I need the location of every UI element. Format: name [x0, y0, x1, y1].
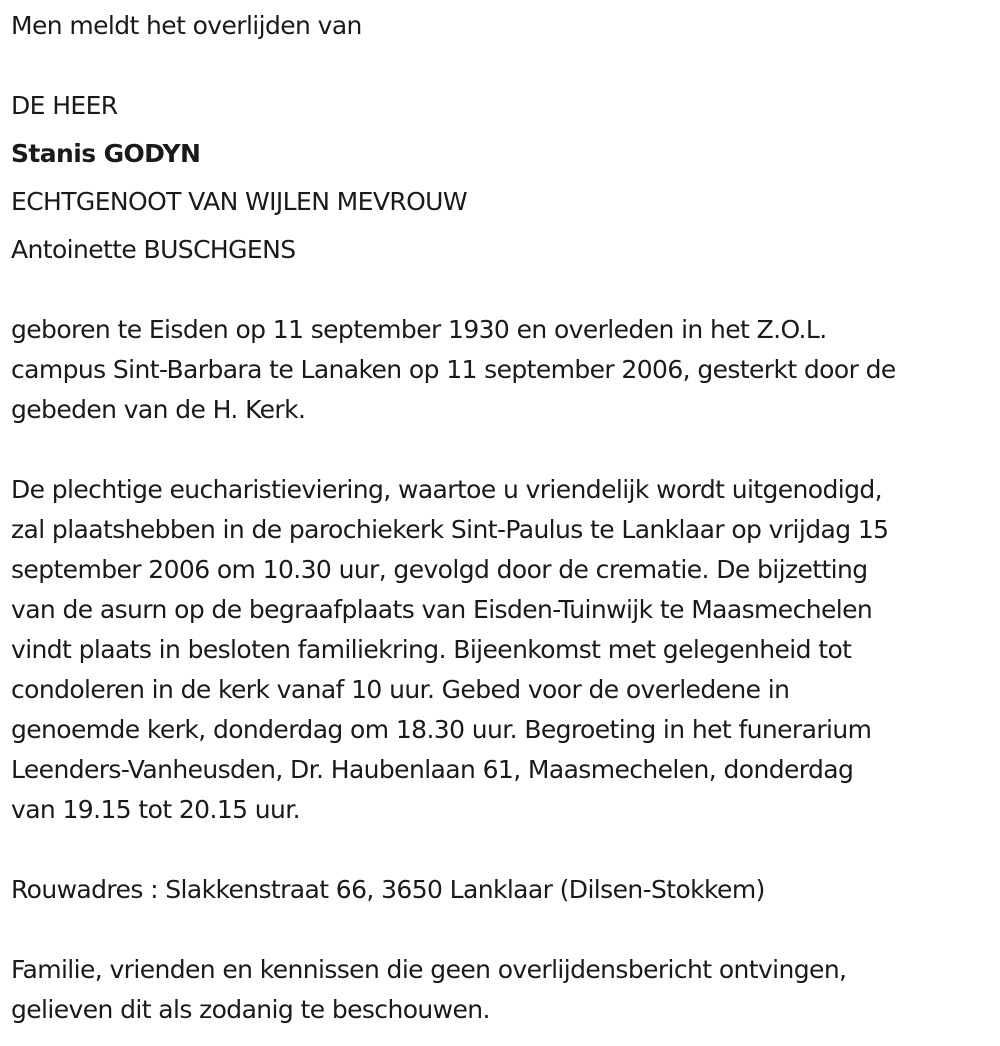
obituary-notice — [11, 0, 996, 1030]
paragraph-line: gelieven dit als zodanig te beschouwen. — [11, 995, 490, 1024]
spacer — [11, 270, 996, 310]
mourning-address: Rouwadres : Slakkenstraat 66, 3650 Lanklaar (Dilsen-Stokkem) — [11, 875, 765, 904]
spouse-label: ECHTGENOOT VAN WIJLEN MEVROUW — [11, 187, 467, 216]
paragraph-line: zal plaatshebben in de parochiekerk Sint-Paulus te Lanklaar op vrijdag 15 — [11, 515, 889, 544]
deceased-name: Stanis GODYN — [11, 139, 201, 168]
birth-death-paragraph — [11, 310, 996, 430]
spacer — [11, 910, 996, 950]
paragraph-line: Leenders-Vanheusden, Dr. Haubenlaan 61, Maasmechelen, donderdag — [11, 755, 854, 784]
paragraph-line: Familie, vrienden en kennissen die geen overlijdensbericht ontvingen, — [11, 955, 847, 984]
spacer — [11, 46, 996, 86]
ceremony-paragraph — [11, 470, 996, 830]
paragraph-line: De plechtige eucharistieviering, waartoe u vriendelijk wordt uitgenodigd, — [11, 475, 882, 504]
spacer — [11, 830, 996, 870]
paragraph-line: geboren te Eisden op 11 september 1930 en overleden in het Z.O.L. — [11, 315, 827, 344]
paragraph-line: van de asurn op de begraafplaats van Eisden-Tuinwijk te Maasmechelen — [11, 595, 873, 624]
paragraph-line: campus Sint-Barbara te Lanaken op 11 september 2006, gesterkt door de — [11, 355, 896, 384]
spacer — [11, 430, 996, 470]
paragraph-line: condoleren in de kerk vanaf 10 uur. Gebed voor de overledene in — [11, 675, 790, 704]
paragraph-line: gebeden van de H. Kerk. — [11, 395, 306, 424]
deceased-title: DE HEER — [11, 91, 118, 120]
paragraph-line: september 2006 om 10.30 uur, gevolgd door de crematie. De bijzetting — [11, 555, 868, 584]
paragraph-line: van 19.15 tot 20.15 uur. — [11, 795, 301, 824]
paragraph-line: vindt plaats in besloten familiekring. Bijeenkomst met gelegenheid tot — [11, 635, 852, 664]
paragraph-line: genoemde kerk, donderdag om 18.30 uur. Begroeting in het funerarium — [11, 715, 872, 744]
spouse-name: Antoinette BUSCHGENS — [11, 235, 296, 264]
closing-paragraph — [11, 950, 996, 1030]
intro-text: Men meldt het overlijden van — [11, 11, 362, 40]
